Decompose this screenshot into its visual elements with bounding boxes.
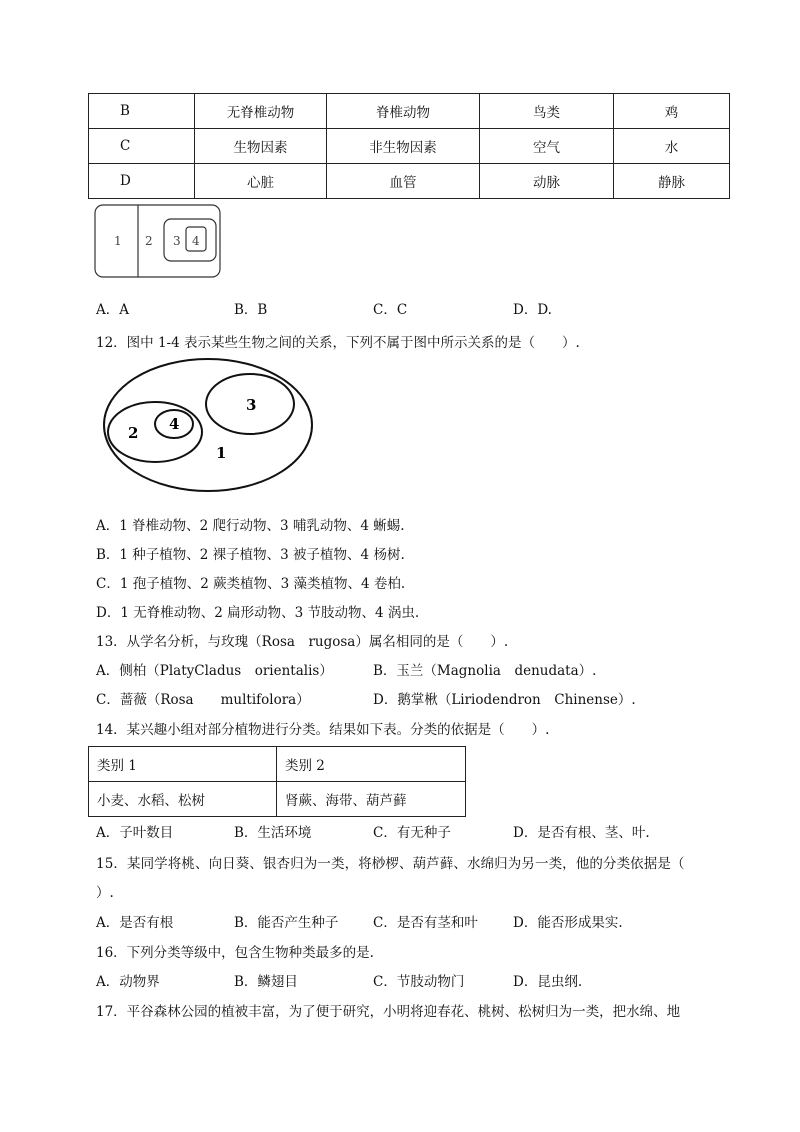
table-row [89,164,730,199]
table-cell: 生物因素 [195,129,327,164]
table-cell: 动脉 [480,164,614,199]
q14-table [88,746,466,817]
label-2: 2 [145,234,153,248]
table-cell: C [89,129,195,164]
q13-stem: 13．从学名分析，与玫瑰（Rosa rugosa）属名相同的是（ ）. [96,634,509,650]
q15-option-d[interactable]: D．能否形成果实. [513,915,623,931]
ellipse-2 [108,402,202,462]
table-cell: 鸟类 [480,94,614,129]
table-cell: 肾蕨、海带、葫芦藓 [277,782,466,817]
q14-option-c[interactable]: C．有无种子 [373,825,451,841]
q15-stem-line1: 15．某同学将桃、向日葵、银杏归为一类，将桫椤、葫芦藓、水绵归为另一类，他的分类依据是（ [96,856,685,872]
q16-stem: 16．下列分类等级中，包含生物种类最多的是. [96,945,374,961]
table-cell: 空气 [480,129,614,164]
q14-option-b[interactable]: B．生活环境 [234,825,312,841]
table-row [89,747,466,782]
q14-option-d[interactable]: D．是否有根、茎、叶. [513,825,650,841]
q12-option-c[interactable]: C．1 孢子植物、2 蕨类植物、3 藻类植物、4 卷柏. [96,576,406,592]
table-cell: 鸡 [614,94,730,129]
table-cell: 脊椎动物 [327,94,480,129]
label-4: 4 [192,234,200,248]
q15-stem-line2: ）. [96,885,114,901]
table-row [89,94,730,129]
table-cell: 水 [614,129,730,164]
table-cell: 静脉 [614,164,730,199]
label-4: 4 [169,415,180,433]
label-2: 2 [128,424,139,442]
q11-option-c[interactable]: C．C [373,302,408,318]
table-cell: B [89,94,195,129]
classification-table [88,93,730,199]
table-cell: 类别 1 [89,747,277,782]
q15-option-c[interactable]: C．是否有茎和叶 [373,915,478,931]
q12-stem: 12．图中 1-4 表示某些生物之间的关系，下列不属于图中所示关系的是（ ）. [96,335,580,351]
label-1: 1 [216,444,227,462]
q11-option-b[interactable]: B．B [234,302,268,318]
q14-stem: 14．某兴趣小组对部分植物进行分类。结果如下表。分类的依据是（ ）. [96,722,550,738]
table-cell: 非生物因素 [327,129,480,164]
q16-option-b[interactable]: B．鳞翅目 [234,974,298,990]
q13-option-a[interactable]: A．侧柏（PlatyCladus orientalis） [96,663,333,679]
q15-option-b[interactable]: B．能否产生种子 [234,915,339,931]
table-cell: D [89,164,195,199]
q17-stem: 17．平谷森林公园的植被丰富，为了便于研究，小明将迎春花、桃树、松树归为一类，把水绵、地 [96,1004,681,1020]
q12-option-b[interactable]: B．1 种子植物、2 裸子植物、3 被子植物、4 杨树. [96,547,405,563]
q13-option-b[interactable]: B．玉兰（Magnolia denudata）. [373,663,597,679]
q11-option-d[interactable]: D．D. [513,302,552,318]
table-row [89,129,730,164]
table-cell: 类别 2 [277,747,466,782]
q14-option-a[interactable]: A．子叶数目 [96,825,174,841]
table-cell: 无脊椎动物 [195,94,327,129]
q16-option-a[interactable]: A．动物界 [96,974,160,990]
label-3: 3 [246,396,257,414]
q16-option-d[interactable]: D．昆虫纲. [513,974,583,990]
nested-ellipse-diagram [100,355,325,497]
q15-option-a[interactable]: A．是否有根 [96,915,174,931]
q12-option-d[interactable]: D．1 无脊椎动物、2 扁形动物、3 节肢动物、4 涡虫. [96,605,420,621]
q11-option-a[interactable]: A．A [96,302,129,318]
q13-option-c[interactable]: C．蔷薇（Rosa multifolora） [96,692,310,708]
table-cell: 心脏 [195,164,327,199]
q12-option-a[interactable]: A．1 脊椎动物、2 爬行动物、3 哺乳动物、4 蜥蜴. [96,518,405,534]
nested-box-diagram [92,203,232,281]
table-cell: 小麦、水稻、松树 [89,782,277,817]
box-3 [164,219,216,261]
table-row [89,782,466,817]
label-3: 3 [173,234,181,248]
table-cell: 血管 [327,164,480,199]
label-1: 1 [114,234,122,248]
q13-option-d[interactable]: D．鹅掌楸（Liriodendron Chinense）. [373,692,636,708]
q16-option-c[interactable]: C．节肢动物门 [373,974,465,990]
